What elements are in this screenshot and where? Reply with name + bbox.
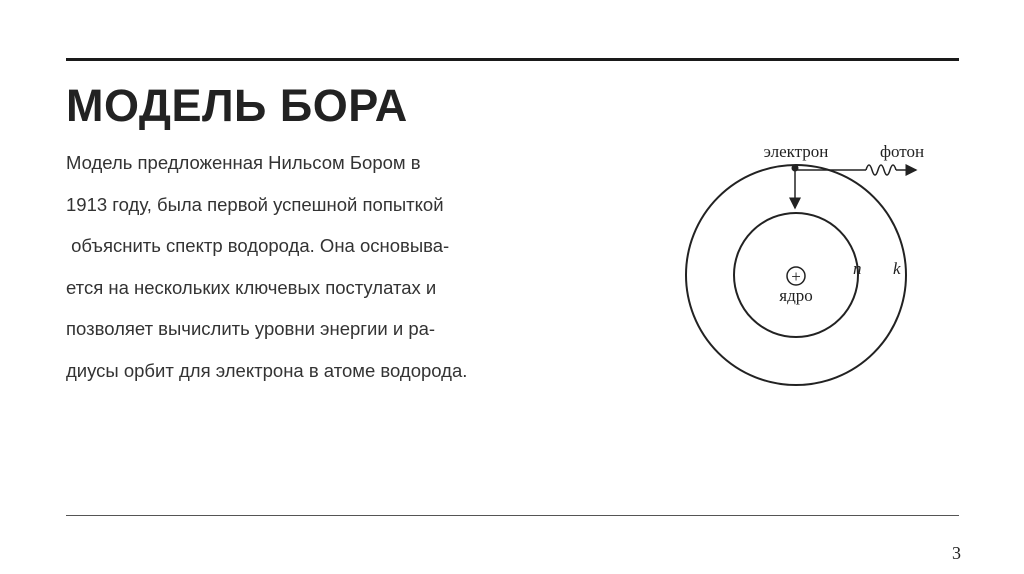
body-line: объяснить спектр водорода. Она основыва- <box>66 235 450 256</box>
photon-label: фотон <box>880 142 925 161</box>
bottom-divider <box>66 515 959 516</box>
body-line: позволяет вычислить уровни энергии и ра- <box>66 318 436 339</box>
top-divider <box>66 58 959 61</box>
outer-orbit-label: k <box>893 259 901 278</box>
page-number: 3 <box>952 543 961 563</box>
body-line: Модель предложенная Нильсом Бором в <box>66 152 421 173</box>
body-line: диусы орбит для электрона в атоме водорода. <box>66 359 468 381</box>
bohr-model-diagram <box>680 130 970 400</box>
photon-wave <box>866 165 896 175</box>
slide-title: МОДЕЛЬ БОРА <box>66 80 408 131</box>
nucleus-label: ядро <box>779 286 813 305</box>
electron-label: электрон <box>763 142 829 161</box>
inner-orbit-label: n <box>853 259 862 278</box>
slide-body-text <box>66 142 606 391</box>
nucleus-plus-sign: + <box>791 267 801 286</box>
body-line: ется на нескольких ключевых постулатах и <box>66 276 437 298</box>
body-line: 1913 году, была первой успешной попыткой <box>66 193 444 215</box>
